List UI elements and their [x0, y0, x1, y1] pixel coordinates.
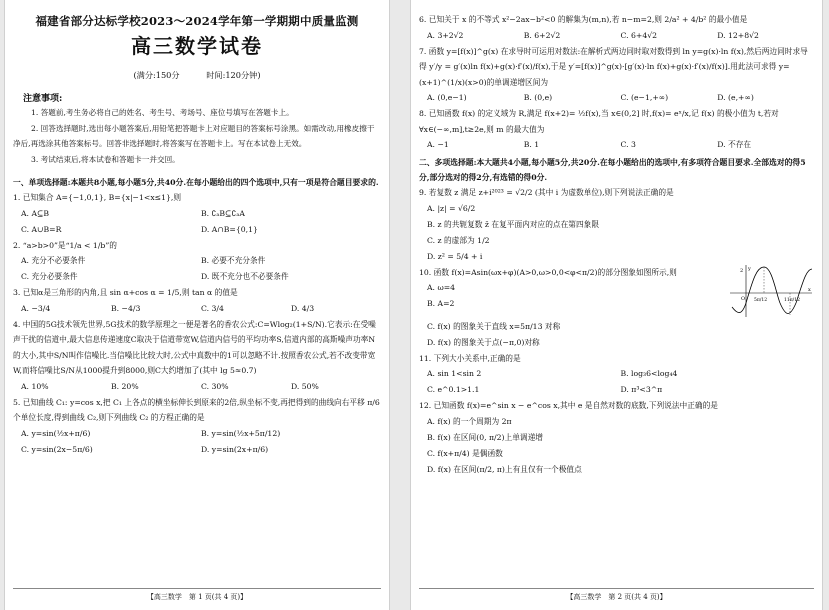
option-a[interactable]: A. |z| = √6/2	[427, 203, 476, 213]
option-a[interactable]: A. A⊆B	[21, 208, 50, 218]
question-11: 11. 下列大小关系中,正确的是	[419, 353, 521, 363]
option-a[interactable]: A. ω=4	[427, 283, 456, 292]
question-2-options	[13, 253, 381, 285]
option-c[interactable]: C. e^0.1>1.1	[427, 385, 480, 394]
question-3: 3. 已知α是三角形的内角,且 sin α+cos α = 1/5,则 tan α 的值是	[13, 288, 238, 297]
question-1-options	[13, 206, 381, 238]
question-10: 10. 函数 f(x)=Asin(ωx+φ)(A>0,ω>0,0<φ<π/2)的部分图象如图所示,则	[419, 267, 677, 277]
option-c[interactable]: C. 30%	[201, 381, 229, 391]
tick-label: 11π/12	[784, 297, 800, 303]
sine-curve	[732, 267, 812, 314]
y-axis-label: y	[748, 265, 751, 272]
question-1: 1. 已知集合 A={−1,0,1}, B={x|−1<x≤1},则	[13, 193, 182, 202]
option-d[interactable]: D. 4/3	[291, 303, 315, 313]
option-d[interactable]: D. 50%	[291, 381, 319, 391]
option-c[interactable]: C. A∪B=R	[21, 224, 62, 234]
question-11-options	[419, 366, 814, 398]
footer-divider	[13, 588, 381, 589]
option-d[interactable]: D. (e,+∞)	[717, 93, 754, 102]
origin-label: O	[741, 295, 746, 302]
question-7: 7. 函数 y=[f(x)]^g(x) 在求导时可运用对数法:在解析式两边同时取对数得到 ln y=g(x)·ln f(x),然后两边同时求导得 y′/y = g′(x)ln f(x)+g(x)·f′(x)/f(x),于是 y′=[f(x)]^g(x)·[g′(x)·ln f(x)+g(x)·f′(x)/f(x)].用此法可求得 y=(x+1)^(1/x)(x>0)的单调递增区间为	[419, 46, 808, 87]
option-a[interactable]: A. y=sin(½x+π/6)	[21, 428, 91, 438]
option-d[interactable]: D. y=sin(2x+π/6)	[201, 444, 269, 454]
exam-page-2	[410, 0, 823, 610]
page-footer: 【高三数学 第 1 页(共 4 页)】	[146, 593, 248, 601]
option-a[interactable]: A. 10%	[21, 381, 49, 391]
option-d[interactable]: D. 既不充分也不必要条件	[201, 272, 289, 281]
question-3-options	[13, 301, 381, 317]
option-d[interactable]: D. 不存在	[717, 140, 752, 149]
footer-divider	[419, 588, 814, 589]
page-footer: 【高三数学 第 2 页(共 4 页)】	[566, 593, 667, 601]
question-8: 8. 已知函数 f(x) 的定义域为 R,满足 f(x+2)= ½f(x),当 x∈(0,2] 时,f(x)= eˣ/x,记 f(x) 的极小值为 t,若对 ∀x∈(−∞,m],t≥2e,则 m 的最大值为	[419, 109, 779, 134]
option-c[interactable]: C. z 的虚部为 1/2	[427, 235, 490, 245]
option-d[interactable]: D. z² = 5/4 + i	[427, 251, 483, 261]
notice-item: 2. 回答选择题时,选出每小题答案后,用铅笔把答题卡上对应题目的答案标号涂黑。如需改动,用橡皮擦干净后,再选涂其他答案标号。回答非选择题时,将答案写在答题卡上。写在本试卷上无效。	[13, 123, 375, 148]
option-a[interactable]: A. sin 1<sin 2	[427, 369, 482, 378]
option-c[interactable]: C. f(x) 的图象关于直线 x=5π/13 对称	[427, 321, 561, 331]
option-c[interactable]: C. 3	[620, 140, 636, 149]
option-b[interactable]: B. 6+2√2	[523, 30, 561, 40]
option-b[interactable]: B. (0,e)	[523, 93, 553, 102]
exam-page-1	[4, 0, 390, 610]
question-8-options	[419, 137, 814, 153]
option-c[interactable]: C. 3/4	[201, 303, 224, 313]
option-a[interactable]: A. 充分不必要条件	[21, 256, 86, 265]
option-c[interactable]: C. 充分必要条件	[21, 272, 78, 281]
option-d[interactable]: D. 12+8√2	[717, 30, 759, 40]
option-b[interactable]: B. y=sin(½x+5π/12)	[201, 428, 281, 438]
option-b[interactable]: B. f(x) 在区间(0, π/2)上单调递增	[427, 432, 543, 442]
option-d[interactable]: D. A∩B={0,1}	[201, 224, 258, 234]
x-axis-label: x	[808, 286, 811, 293]
option-a[interactable]: A. 3+2√2	[427, 30, 464, 40]
option-d[interactable]: D. f(x) 在区间(π/2, π)上有且仅有一个极值点	[427, 464, 582, 474]
sine-graph	[728, 263, 814, 319]
notice-item: 1. 答题前,考生务必将自己的姓名、考生号、考场号、座位号填写在答题卡上。	[31, 108, 294, 117]
question-6-options	[419, 28, 814, 44]
tick-label: 5π/12	[754, 297, 768, 303]
question-4: 4. 中国的5G技术领先世界,5G技术的数学原理之一便是著名的香农公式:C=Wlog₂(1+S/N).它表示:在受噪声干扰的信道中,最大信息传递速度C取决于信道带宽W,信道内信号的平均功率S,信道内部的高斯噪声功率N的大小,其中S/N叫作信噪比.当信噪比比较大时,公式中真数中的1可以忽略不计.按照香农公式,若不改变带宽W,而将信噪比S/N从1000提升到8000,则C大约增加了(其中 lg 5≈0.7)	[13, 319, 376, 375]
option-b[interactable]: B. log₃6<log₄4	[620, 369, 678, 378]
score-info: (满分:150分	[133, 70, 180, 80]
option-d[interactable]: D. π³<3^π	[620, 385, 663, 394]
question-5: 5. 已知曲线 C₁: y=cos x,把 C₁ 上各点的横坐标伸长到原来的2倍,纵坐标不变,再把得到的曲线向右平移 π/6 个单位长度,得到曲线 C₂,则下列曲线 C₂ 的方程正确的是	[13, 397, 380, 422]
question-5-options	[13, 426, 381, 458]
option-b[interactable]: B. 1	[523, 140, 540, 149]
exam-meta	[13, 70, 381, 81]
question-12: 12. 已知函数 f(x)=e^sin x − e^cos x,其中 e 是自然对数的底数,下列说法中正确的是	[419, 401, 718, 410]
option-c[interactable]: C. 6+4√2	[620, 30, 658, 40]
notice-title: 注意事项:	[23, 94, 63, 104]
option-c[interactable]: C. f(x+π/4) 是偶函数	[427, 448, 503, 458]
option-b[interactable]: B. 必要不充分条件	[201, 256, 266, 265]
option-c[interactable]: C. (e−1,+∞)	[620, 93, 669, 102]
question-2: 2. “a>b>0”是“1/a < 1/b”的	[13, 240, 117, 250]
question-6: 6. 已知关于 x 的不等式 x²−2ax−b²<0 的解集为(m,n),若 n−m=2,则 2/a² + 4/b² 的最小值是	[419, 15, 748, 24]
question-4-options	[13, 379, 381, 395]
option-a[interactable]: A. f(x) 的一个周期为 2π	[427, 416, 512, 426]
exam-header: 福建省部分达标学校2023～2024学年第一学期期中质量监测	[35, 14, 359, 28]
option-b[interactable]: B. ∁ₐB⊆∁ₐA	[201, 208, 245, 218]
option-b[interactable]: B. A=2	[427, 299, 455, 308]
question-9: 9. 若复数 z 满足 z+i²⁰²³ = √2/2 (其中 i 为虚数单位),则下列说法正确的是	[419, 188, 674, 197]
option-a[interactable]: A. (0,e−1)	[427, 93, 467, 102]
option-a[interactable]: A. −1	[427, 140, 449, 149]
y-max-label: 2	[740, 267, 744, 274]
option-b[interactable]: B. 20%	[111, 381, 139, 391]
section-single-choice: 一、单项选择题:本题共8小题,每小题5分,共40分.在每小题给出的四个选项中,只有一项是符合题目要求的.	[13, 178, 379, 187]
exam-title: 高三数学试卷	[131, 34, 263, 58]
option-b[interactable]: B. z 的共轭复数 z̄ 在复平面内对应的点在第四象限	[427, 219, 600, 229]
section-multi-choice: 二、多项选择题:本大题共4小题,每小题5分,共20分.在每小题给出的选项中,有多项符合题目要求.全部选对的得5分,部分选对的得2分,有选错的得0分.	[419, 158, 806, 182]
option-a[interactable]: A. −3/4	[21, 303, 51, 313]
question-10-block	[419, 265, 814, 319]
notice-item: 3. 考试结束后,将本试卷和答题卡一并交回。	[31, 154, 180, 164]
option-c[interactable]: C. y=sin(2x−5π/6)	[21, 444, 93, 454]
option-b[interactable]: B. −4/3	[111, 303, 141, 313]
question-7-options	[419, 90, 814, 106]
time-info: 时间:120分钟)	[206, 70, 261, 80]
option-d[interactable]: D. f(x) 的图象关于点(−π,0)对称	[427, 337, 540, 347]
